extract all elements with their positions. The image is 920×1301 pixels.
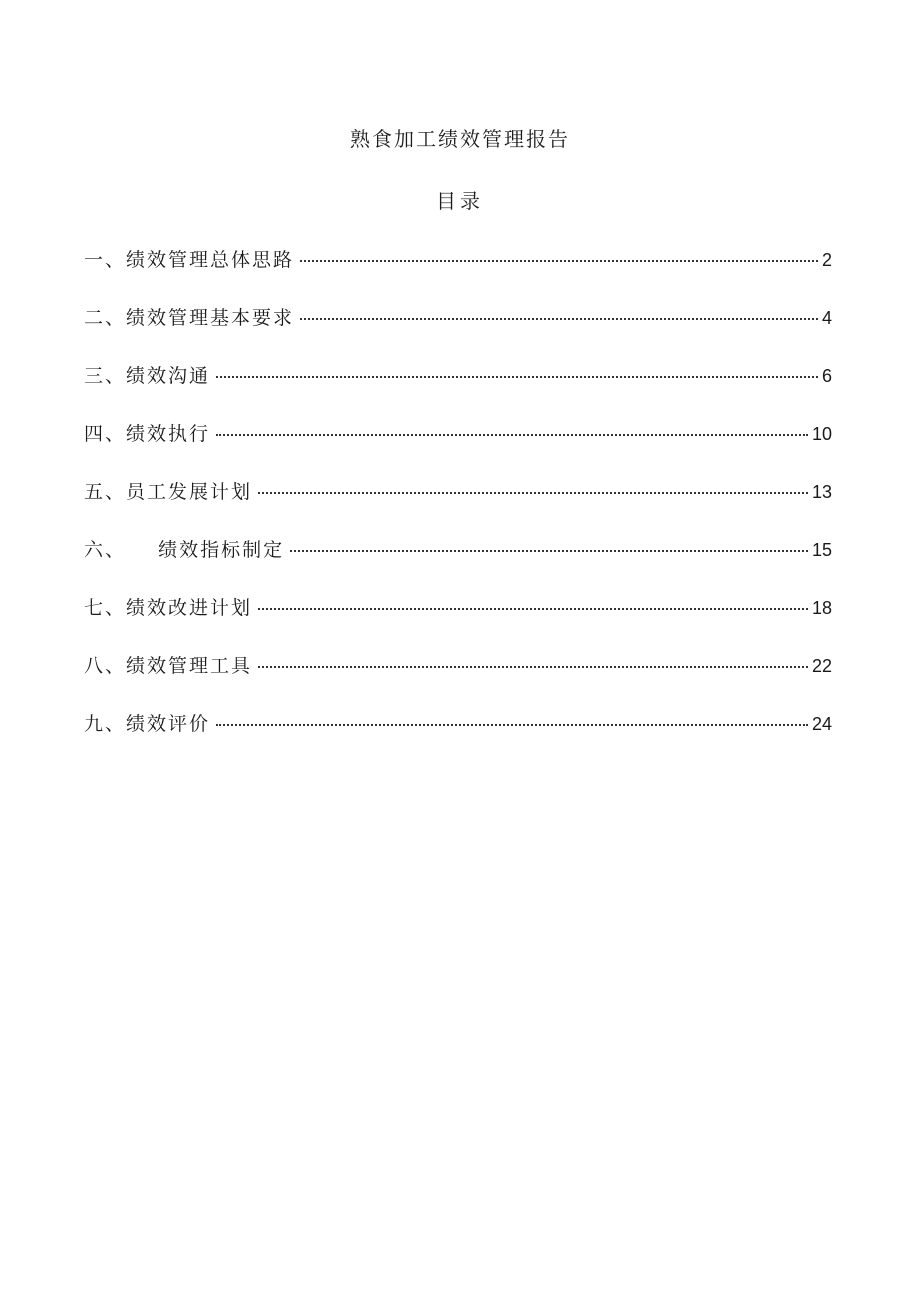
toc-dot-leader <box>216 724 808 726</box>
document-title: 熟食加工绩效管理报告 <box>350 127 570 151</box>
toc-dot-leader <box>216 376 818 378</box>
toc-entry-label: 六、 绩效指标制定 <box>84 539 285 561</box>
toc-entry-page: 15 <box>811 540 832 560</box>
toc-dot-leader <box>216 434 808 436</box>
toc-entry-page: 18 <box>811 598 832 618</box>
toc-entry[interactable] <box>84 651 832 709</box>
toc-entry[interactable] <box>84 361 832 419</box>
toc-entry-page: 10 <box>811 424 832 444</box>
toc-entry[interactable] <box>84 477 832 535</box>
toc-dot-leader <box>258 666 808 668</box>
toc-entry[interactable] <box>84 419 832 477</box>
toc-entry-label: 三、绩效沟通 <box>84 365 211 387</box>
toc-entry-label: 二、绩效管理基本要求 <box>84 307 295 329</box>
toc-entry-label: 八、绩效管理工具 <box>84 655 253 677</box>
toc-entry-label: 一、绩效管理总体思路 <box>84 249 295 271</box>
toc-dot-leader <box>300 318 818 320</box>
toc-entry-page: 22 <box>811 656 832 676</box>
toc-entry[interactable] <box>84 535 832 593</box>
toc-entry-label: 五、员工发展计划 <box>84 481 253 503</box>
toc-entry-label: 九、绩效评价 <box>84 713 211 735</box>
toc-entry-page: 6 <box>821 366 832 386</box>
toc-entry[interactable] <box>84 709 832 767</box>
toc-entry-page: 24 <box>811 714 832 734</box>
toc-entry[interactable] <box>84 303 832 361</box>
table-of-contents <box>84 245 832 767</box>
toc-heading: 目录 <box>436 189 484 213</box>
toc-entry[interactable] <box>84 245 832 303</box>
toc-entry[interactable] <box>84 593 832 651</box>
toc-dot-leader <box>258 608 808 610</box>
toc-dot-leader <box>290 550 808 552</box>
toc-entry-label: 四、绩效执行 <box>84 423 211 445</box>
toc-dot-leader <box>258 492 808 494</box>
toc-entry-page: 13 <box>811 482 832 502</box>
toc-dot-leader <box>300 260 818 262</box>
toc-entry-page: 2 <box>821 250 832 270</box>
toc-entry-label: 七、绩效改进计划 <box>84 597 253 619</box>
toc-entry-page: 4 <box>821 308 832 328</box>
